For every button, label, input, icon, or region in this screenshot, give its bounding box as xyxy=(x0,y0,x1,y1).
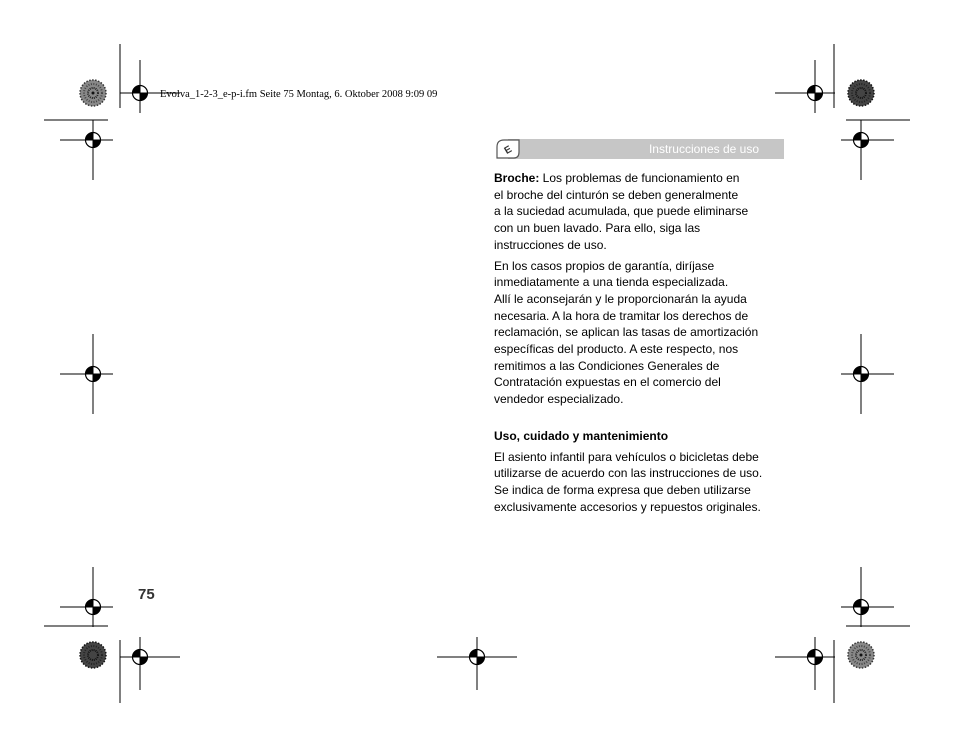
paragraph-broche xyxy=(494,170,784,254)
starburst-icon xyxy=(848,80,874,106)
section-header-bar xyxy=(494,137,784,161)
language-badge-icon xyxy=(494,137,520,161)
starburst-icon xyxy=(80,642,106,668)
text-line: exclusivamente accesorios y repuestos originales. xyxy=(494,499,761,514)
text-line: con un buen lavado. Para ello, siga las xyxy=(494,221,701,236)
svg-text:E: E xyxy=(502,144,514,157)
text-line: En los casos propios de garantía, diríjase xyxy=(494,258,715,273)
paragraph-uso xyxy=(494,449,784,516)
starburst-icon xyxy=(80,80,106,106)
text-line: Broche: Los problemas de funcionamiento en xyxy=(494,171,740,185)
text-line: Allí le aconsejarán y le proporcionarán la ayuda xyxy=(494,291,747,306)
page-number: 75 xyxy=(138,586,155,603)
text-line: Contratación expuestas en el comercio del xyxy=(494,375,721,390)
text-line: necesaria. A la hora de tramitar los derechos de xyxy=(494,308,749,323)
text-line: Se indica de forma expresa que deben utilizarse xyxy=(494,482,751,497)
section-header-title: Instrucciones de uso xyxy=(648,142,759,156)
text-line: inmediatamente a una tienda especializada. xyxy=(494,275,729,290)
paragraph-garantia xyxy=(494,258,784,408)
print-slug: Evolva_1-2-3_e-p-i.fm Seite 75 Montag, 6. Oktober 2008 9:09 09 xyxy=(160,89,438,100)
text-line: reclamación, se aplican las tasas de amortización xyxy=(494,325,759,340)
starburst-icon xyxy=(848,642,874,668)
text-line: instrucciones de uso. xyxy=(494,237,607,252)
document-body xyxy=(494,170,784,519)
text-line: el broche del cinturón se deben generalmente xyxy=(494,187,739,202)
text-line: remitimos a las Condiciones Generales de xyxy=(494,358,720,373)
heading-text: Uso, cuidado y mantenimiento xyxy=(494,428,669,443)
broche-label: Broche: xyxy=(494,171,540,185)
text-line: El asiento infantil para vehículos o bicicletas debe xyxy=(494,449,759,464)
section-heading-uso xyxy=(494,428,784,445)
text-line: vendedor especializado. xyxy=(494,392,624,407)
text-line: específicas del producto. A este respecto, nos xyxy=(494,342,739,357)
text-line: utilizarse de acuerdo con las instrucciones de uso. xyxy=(494,466,763,481)
text-line: a la suciedad acumulada, que puede eliminarse xyxy=(494,204,749,219)
